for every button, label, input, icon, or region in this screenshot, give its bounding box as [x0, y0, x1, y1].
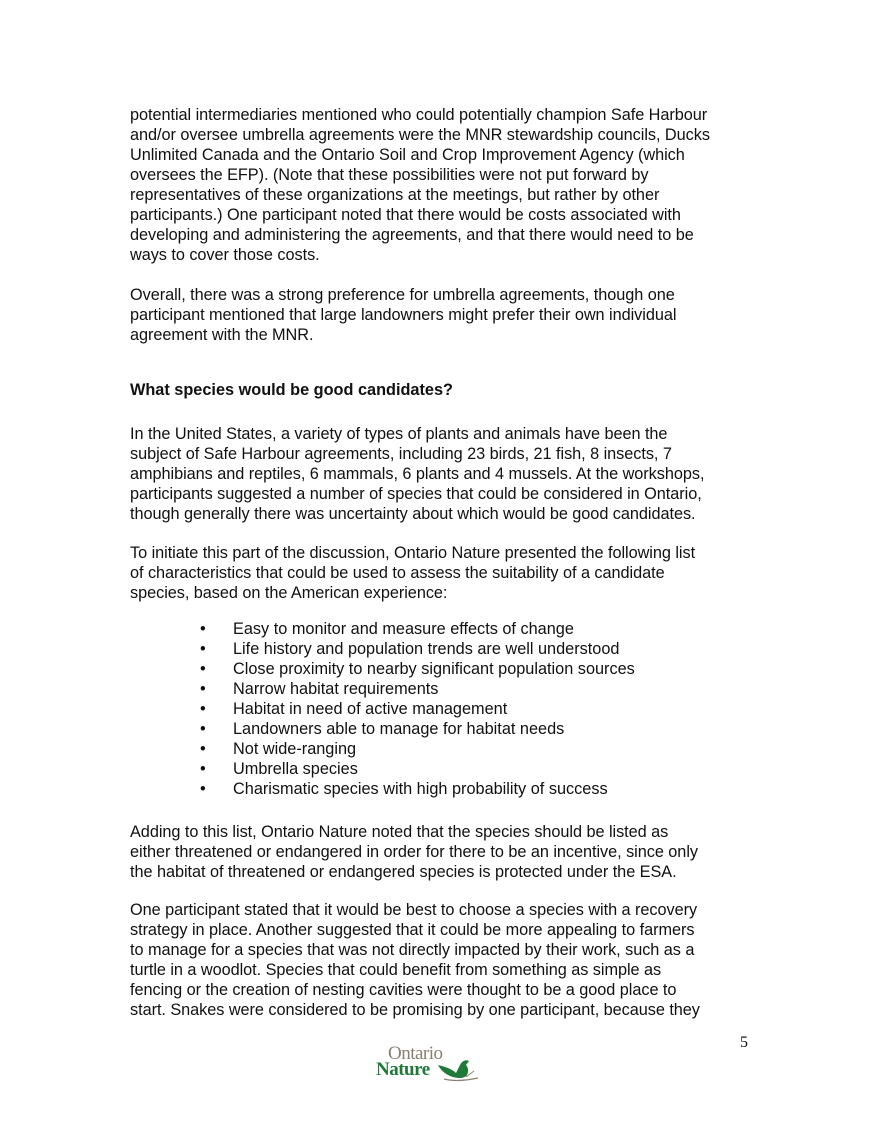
list-item [200, 659, 635, 679]
list-item-text: Charismatic species with high probability of success [233, 780, 608, 798]
bullet-icon: • [200, 680, 206, 698]
bullet-icon: • [200, 720, 206, 738]
paragraph-intermediaries [130, 105, 770, 265]
page-number: 5 [740, 1034, 748, 1051]
paragraph: In the United States, a variety of types of plants and animals have been the subject of Safe Harbour agreements, including 23 birds, 21 fish, 8 insects, 7 amphibians and reptiles, 6 mammals, 6 plants and 4 mussels. At the workshops, participants suggested a number of species that could be considered in Ontario, though generally there was uncertainty about which would be good candidates. [130, 425, 705, 523]
list-item-text: Narrow habitat requirements [233, 680, 439, 698]
section-heading: What species would be good candidates? [130, 381, 453, 399]
list-item-text: Habitat in need of active management [233, 700, 508, 718]
bullet-icon: • [200, 660, 206, 678]
list-item [200, 759, 635, 779]
list-item [200, 619, 635, 639]
logo-text-nature: Nature [376, 1059, 430, 1080]
bird-logo-icon [436, 1057, 480, 1083]
ontario-nature-logo [376, 1045, 486, 1085]
list-item [200, 639, 635, 659]
paragraph: potential intermediaries mentioned who could potentially champion Safe Harbour and/or oversee umbrella agreements were the MNR stewardship councils, Ducks Unlimited Canada and the Ontario Soil and Crop Improvement Agency (which oversees the EFP). (Note that these possibilities were not put forward by representatives of these organizations at the meetings, but rather by other participants.) One participant noted that there would be costs associated with developing and administering the agreements, and that there would need to be ways to cover those costs. [130, 106, 710, 264]
paragraph: Overall, there was a strong preference for umbrella agreements, though one participant mentioned that large landowners might prefer their own individual agreement with the MNR. [130, 286, 677, 344]
list-item [200, 719, 635, 739]
list-item [200, 739, 635, 759]
characteristics-list [200, 619, 635, 799]
list-item-text: Close proximity to nearby significant population sources [233, 660, 635, 678]
bullet-icon: • [200, 780, 206, 798]
list-item [200, 699, 635, 719]
paragraph-initiate [130, 543, 770, 603]
list-item-text: Landowners able to manage for habitat needs [233, 720, 565, 738]
bullet-icon: • [200, 620, 206, 638]
paragraph: To initiate this part of the discussion, Ontario Nature presented the following list of characteristics that could be used to assess the suitability of a candidate species, based on the American experience: [130, 544, 696, 602]
paragraph-united-states [130, 424, 770, 524]
paragraph-adding [130, 822, 770, 882]
paragraph-participant [130, 900, 770, 1020]
list-item-text: Not wide-ranging [233, 740, 357, 758]
logo-text-ontario: Ontario [388, 1043, 443, 1064]
list-item-text: Life history and population trends are well understood [233, 640, 620, 658]
paragraph: Adding to this list, Ontario Nature noted that the species should be listed as either threatened or endangered in order for there to be an incentive, since only the habitat of threatened or endangered species is protected under the ESA. [130, 823, 698, 881]
list-item-text: Umbrella species [233, 760, 358, 778]
list-item [200, 779, 635, 799]
bullet-icon: • [200, 640, 206, 658]
paragraph-preference [130, 285, 770, 345]
bullet-icon: • [200, 700, 206, 718]
bullet-icon: • [200, 740, 206, 758]
paragraph: One participant stated that it would be best to choose a species with a recovery strategy in place. Another suggested that it could be more appealing to farmers to manage for a species that was not directly impacted by their work, such as a turtle in a woodlot. Species that could benefit from something as simple as fencing or the creation of nesting cavities were thought to be a good place to start. Snakes were considered to be promising by one participant, because they [130, 901, 700, 1019]
list-item [200, 679, 635, 699]
bullet-icon: • [200, 760, 206, 778]
list-item-text: Easy to monitor and measure effects of change [233, 620, 574, 638]
